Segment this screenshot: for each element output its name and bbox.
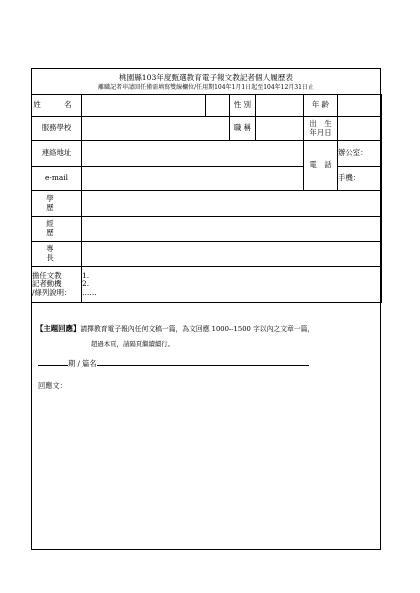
motive-item-2: 2. <box>82 279 90 289</box>
education-field[interactable] <box>82 191 382 217</box>
birth-field[interactable] <box>338 117 382 141</box>
row-education <box>32 191 382 217</box>
row-name <box>32 95 382 117</box>
topic-instructions <box>36 323 314 334</box>
resume-form-frame <box>31 68 381 550</box>
specialty-label: 專 長 <box>32 242 82 267</box>
name-extra <box>206 95 230 117</box>
position-label: 職 稱 <box>230 117 256 141</box>
gender-field[interactable] <box>256 95 304 117</box>
mobile-label: 手機： <box>338 173 361 183</box>
office-phone-label: 辦公室： <box>338 148 368 158</box>
motive-field[interactable] <box>82 267 382 303</box>
email-label: e-mail <box>32 167 82 191</box>
birth-label: 出 生 年月日 <box>304 117 338 141</box>
gender-label: 性 別 <box>230 95 256 117</box>
issue-number-blank[interactable] <box>38 357 68 366</box>
issue-title-line <box>38 357 309 369</box>
address-label: 連絡地址 <box>32 141 82 167</box>
mobile-field[interactable] <box>338 167 382 191</box>
experience-field[interactable] <box>82 217 382 242</box>
row-address <box>32 141 382 167</box>
resume-table <box>31 94 382 303</box>
age-label: 年 齡 <box>304 95 338 117</box>
row-specialty <box>32 242 382 267</box>
school-label: 服務學校 <box>32 117 82 141</box>
school-field[interactable] <box>82 117 230 141</box>
issue-title-label: 期 / 篇名 <box>68 359 97 368</box>
row-school <box>32 117 382 141</box>
office-phone-field[interactable] <box>338 141 382 167</box>
address-field[interactable] <box>82 141 304 167</box>
motive-item-3: …… <box>82 287 97 297</box>
specialty-field[interactable] <box>82 242 382 267</box>
row-motive <box>32 267 382 303</box>
motive-label: 擔任文教 記者動機 /條列說明： <box>32 267 82 303</box>
form-subtitle: 離職記者申請回任僅需填寫雙線欄位/任用期104年1月1日起至104年12月31日止 <box>98 84 314 91</box>
phone-label: 電 話 <box>304 141 338 191</box>
position-field[interactable] <box>256 117 304 141</box>
motive-item-1: 1. <box>82 270 90 280</box>
article-title-blank[interactable] <box>97 357 309 366</box>
topic-heading: 【主題回應】 <box>36 324 81 333</box>
experience-label: 經 歷 <box>32 217 82 242</box>
name-label: 姓 名 <box>32 95 82 117</box>
education-label: 學 歷 <box>32 191 82 217</box>
name-field[interactable] <box>82 95 206 117</box>
form-title: 桃園縣103年度甄選教育電子報文教記者個人履歷表 <box>119 73 293 82</box>
email-field[interactable] <box>82 167 304 191</box>
row-experience <box>32 217 382 242</box>
topic-line-2: 超過本頁，請隔頁繼續續行。 <box>91 340 175 348</box>
answer-label: 回應文： <box>38 381 67 390</box>
topic-line-1: 請擇教育電子報內任何文稿一篇，為文回應 1000--1500 字以內之文章一篇， <box>80 325 315 333</box>
age-field[interactable] <box>338 95 382 117</box>
